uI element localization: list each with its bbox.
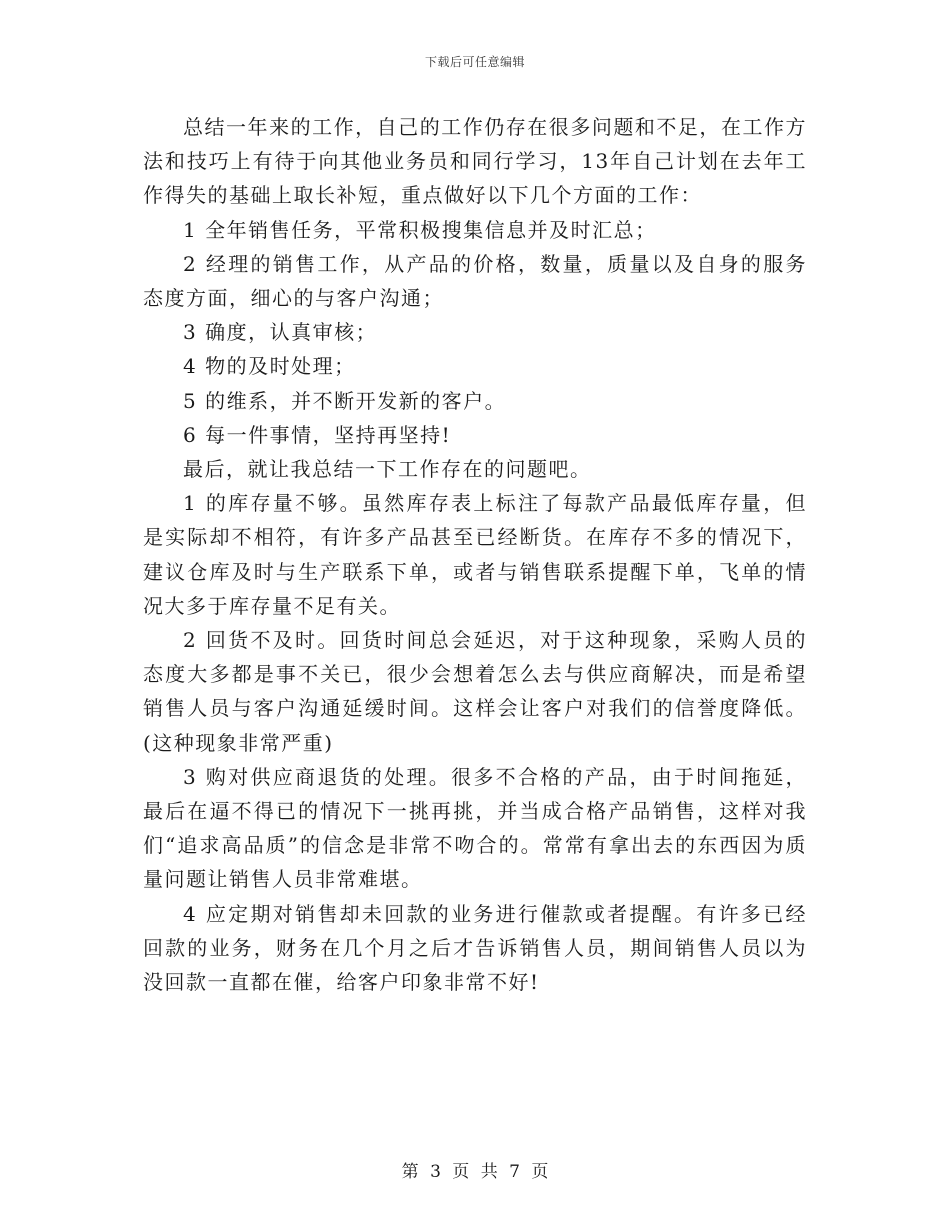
plan-item-1: 1 全年销售任务，平常积极搜集信息并及时汇总； bbox=[183, 217, 657, 242]
plan-item-3: 3 确度，认真审核； bbox=[183, 320, 378, 345]
plan-item-6: 6 每一件事情，坚持再坚持! bbox=[183, 422, 452, 447]
plan-item-4: 4 物的及时处理； bbox=[183, 354, 356, 379]
page-number: 第 3 页 共 7 页 bbox=[401, 1162, 549, 1182]
paragraph-problems-intro: 最后，就让我总结一下工作存在的问题吧。 bbox=[183, 457, 592, 482]
problem-item-2: 2 回货不及时。回货时间总会延迟，对于这种现象，采购人员的态度大多都是事不关已，很少会想着怎么去与供应商解决，而是希望销售人员与客户沟通延缓时间。这样会让客户对我们的信誉度降低。(这种现象非常严重) bbox=[143, 628, 807, 755]
plan-item-5: 5 的维系，并不断开发新的客户。 bbox=[183, 388, 507, 413]
plan-item-2: 2 经理的销售工作，从产品的价格，数量，质量以及自身的服务态度方面，细心的与客户沟通； bbox=[143, 251, 807, 311]
problem-item-4: 4 应定期对销售却未回款的业务进行催款或者提醒。有许多已经回款的业务，财务在几个月之后才告诉销售人员，期间销售人员以为没回款一直都在催，给客户印象非常不好! bbox=[143, 901, 807, 995]
paragraph-summary-intro: 总结一年来的工作，自己的工作仍存在很多问题和不足，在工作方法和技巧上有待于向其他业务员和同行学习，13年自己计划在去年工作得失的基础上取长补短，重点做好以下几个方面的工作： bbox=[143, 115, 807, 208]
document-body bbox=[143, 110, 807, 999]
problem-item-1: 1 的库存量不够。虽然库存表上标注了每款产品最低库存量，但是实际却不相符，有许多产品甚至已经断货。在库存不多的情况下，建议仓库及时与生产联系下单，或者与销售联系提醒下单，飞单的情况大多于库存量不足有关。 bbox=[143, 491, 807, 618]
page-header: 下载后可任意编辑 bbox=[424, 55, 525, 69]
problem-item-3: 3 购对供应商退货的处理。很多不合格的产品，由于时间拖延，最后在逼不得已的情况下一挑再挑，并当成合格产品销售，这样对我们“追求高品质”的信念是非常不吻合的。常常有拿出去的东西因为质量问题让销售人员非常难堪。 bbox=[143, 764, 807, 892]
